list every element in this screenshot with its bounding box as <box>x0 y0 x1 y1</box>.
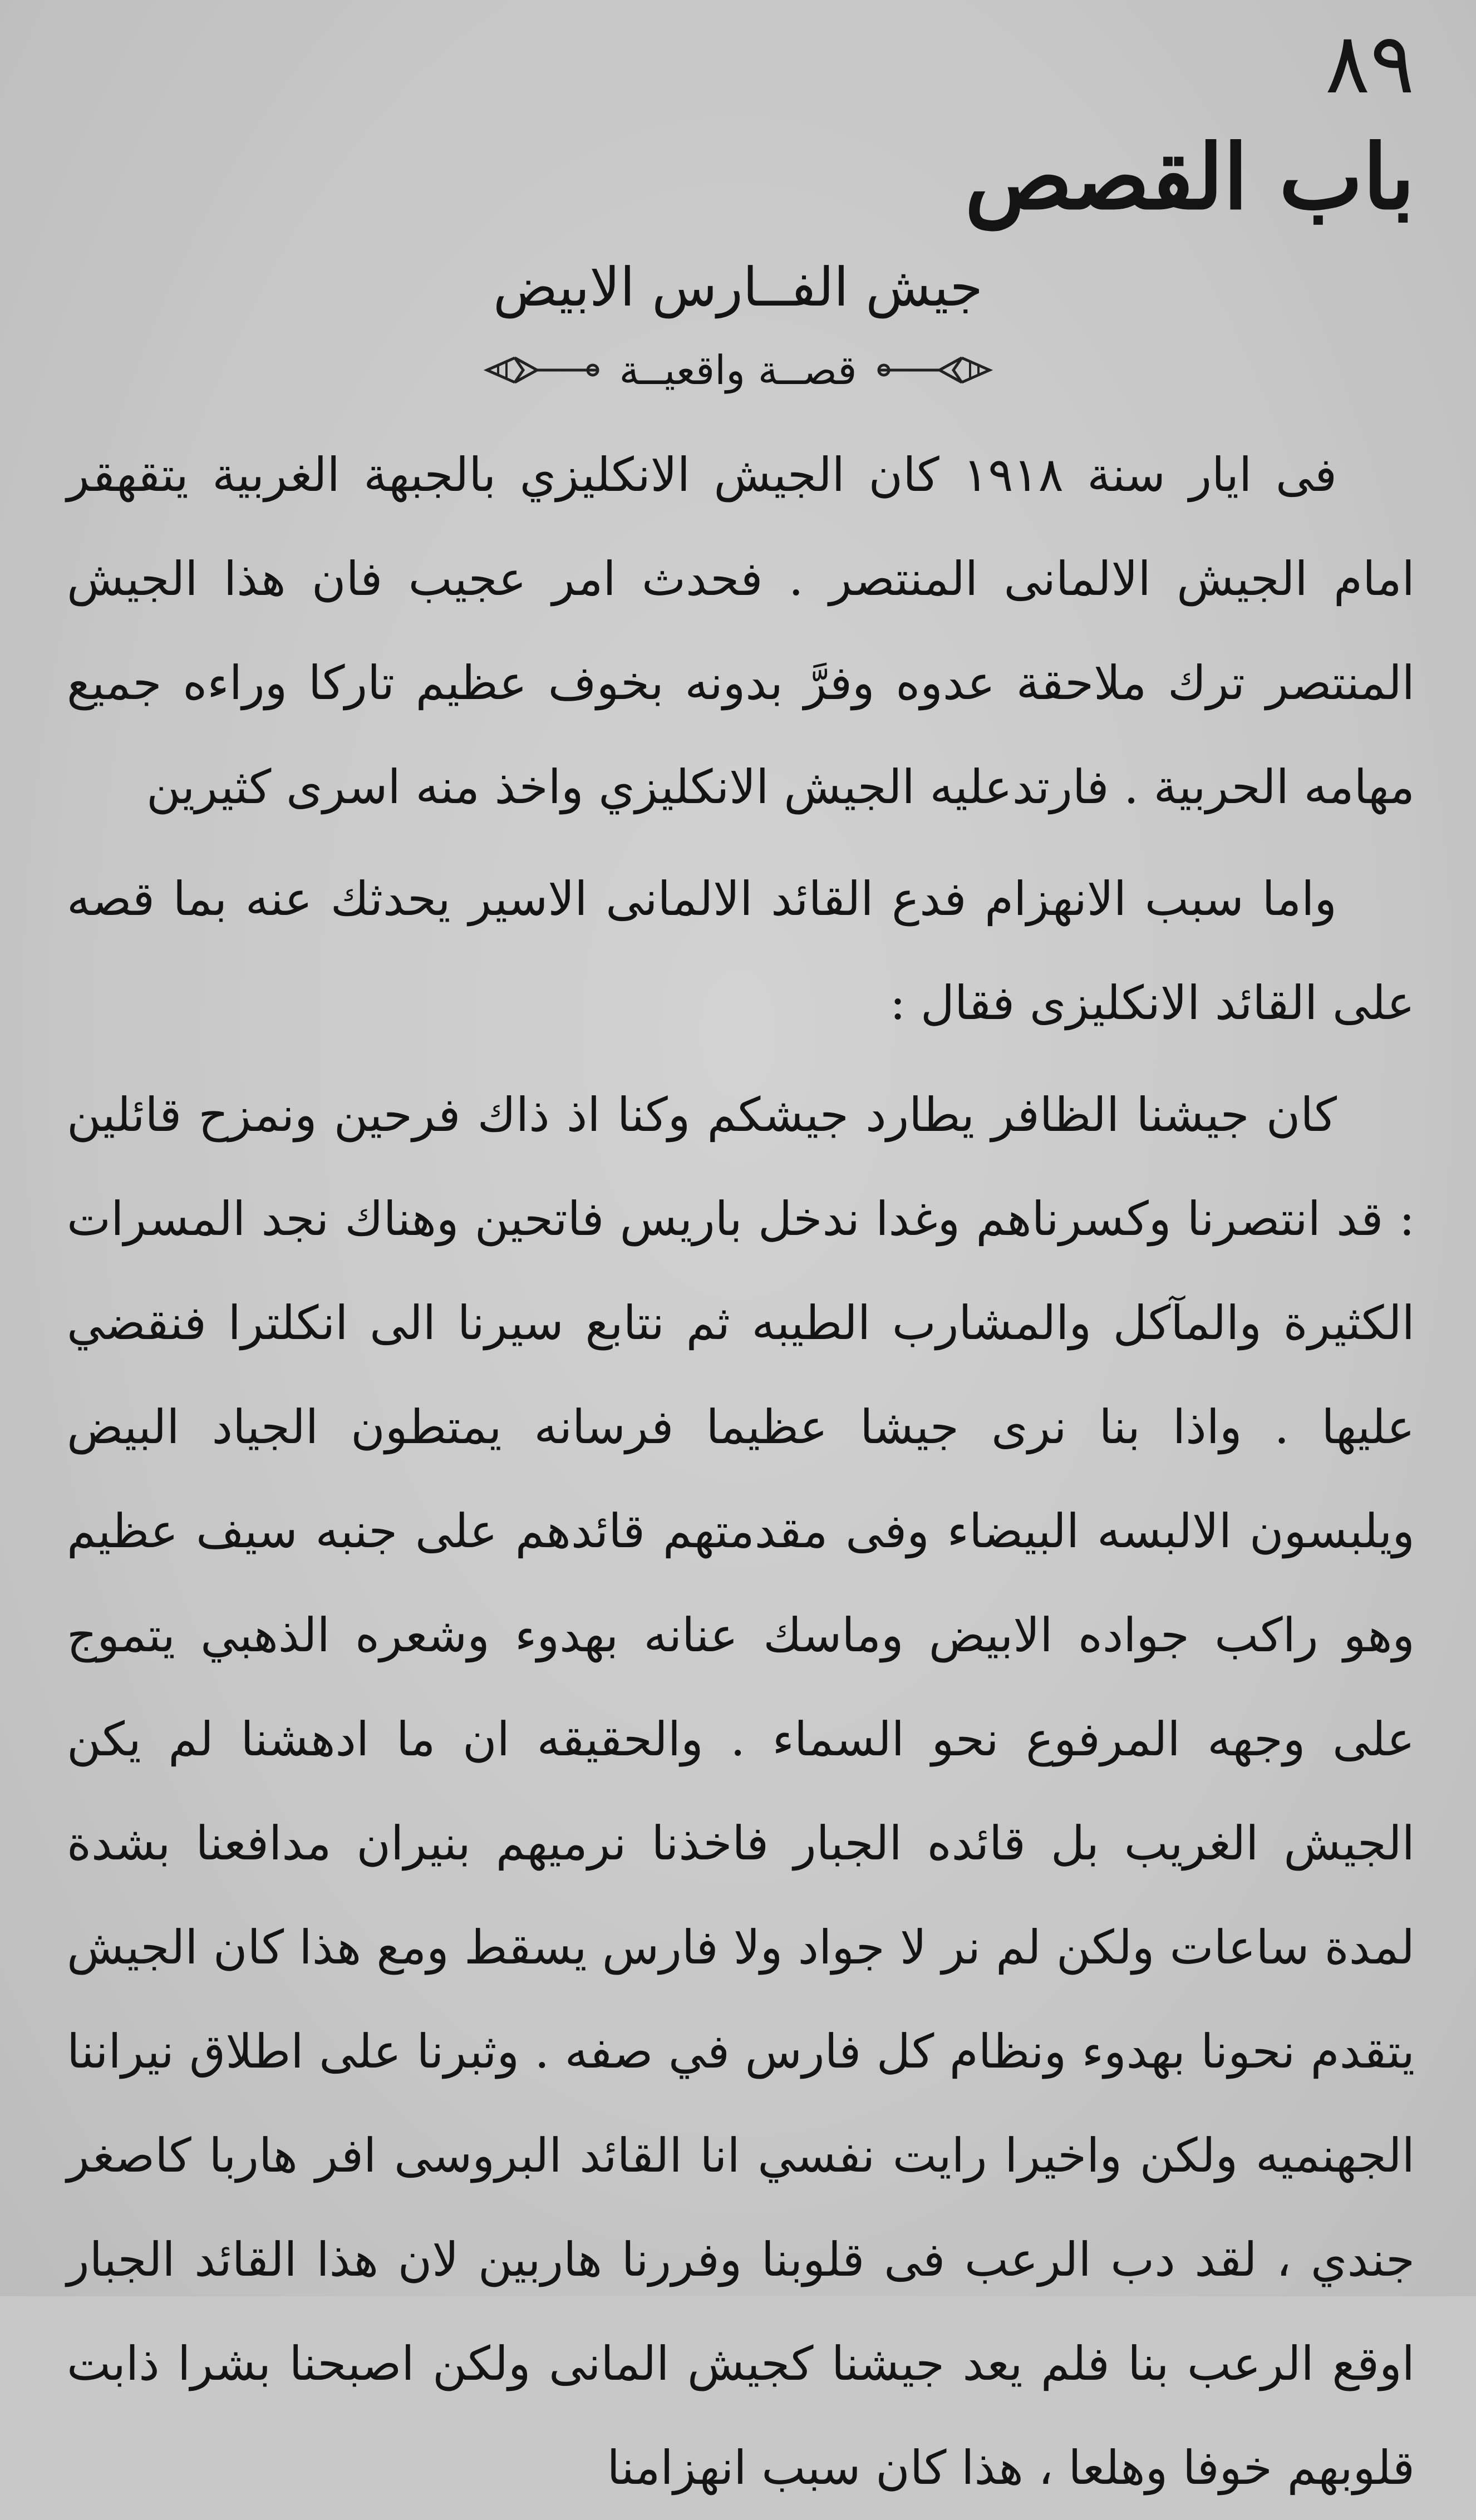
paragraph: فى ايار سنة ١٩١٨ كان الجيش الانكليزي بالجبهة الغربية يتقهقر امام الجيش الالمانى المنتصر . فحدث امر عجيب فان هذا الجيش المنتصر ترك ملاحقة عدوه وفرَّ بدونه بخوف عظيم تاركا وراءه جميع مهامه الحربية . فارتدعليه الجيش الانكليزي واخذ منه اسرى كثيرين <box>67 447 1415 814</box>
page-number: ٨٩ <box>1325 16 1415 112</box>
story-body <box>67 423 1415 2520</box>
story-title: جيش الفــارس الابيض <box>493 256 983 318</box>
subtitle: قصــة واقعيــة <box>619 347 857 393</box>
paragraph: كان جيشنا الظافر يطارد جيشكم وكنا اذ ذاك فرحين ونمزح قائلين : قد انتصرنا وكسرناهم وغدا ندخل باريس فاتحين وهناك نجد المسرات الكثيرة والمآكل والمشارب الطيبه ثم نتابع سيرنا الى انكلترا فنقضي عليها . واذا بنا نرى جيشا عظيما فرسانه يمتطون الجياد البيض ويلبسون الالبسه البيضاء وفى مقدمتهم قائدهم على جنبه سيف عظيم وهو راكب جواده الابيض وماسك عنانه بهدوء وشعره الذهبي يتموج على وجهه المرفوع نحو السماء . والحقيقه ان ما ادهشنا لم يكن الجيش الغريب بل قائده الجبار فاخذنا نرميهم بنيران مدافعنا بشدة لمدة ساعات ولكن لم نر لا جواد ولا فارس يسقط ومع هذا كان الجيش يتقدم نحونا بهدوء ونظام كل فارس في صفه . وثبرنا على اطلاق نيراننا الجهنميه ولكن واخيرا رايت نفسي انا القائد البروسى افر هاربا كاصغر جندي ، لقد دب الرعب فى قلوبنا وفررنا هاربين لان هذا القائد الجبار اوقع الرعب بنا فلم يعد جيشنا كجيش المانى ولكن اصبحنا بشرا ذابت قلوبهم خوفا وهلعا ، هذا كان سبب انهزامنا <box>67 1087 1415 2495</box>
section-title: باب القصص <box>965 125 1415 229</box>
left-ornament-icon <box>476 353 604 387</box>
right-ornament-icon <box>873 353 1001 387</box>
paragraph: واما سبب الانهزام فدع القائد الالمانى الاسير يحدثك عنه بما قصه على القائد الانكليزى فقال : <box>67 872 1415 1030</box>
subtitle-row <box>0 339 1476 401</box>
